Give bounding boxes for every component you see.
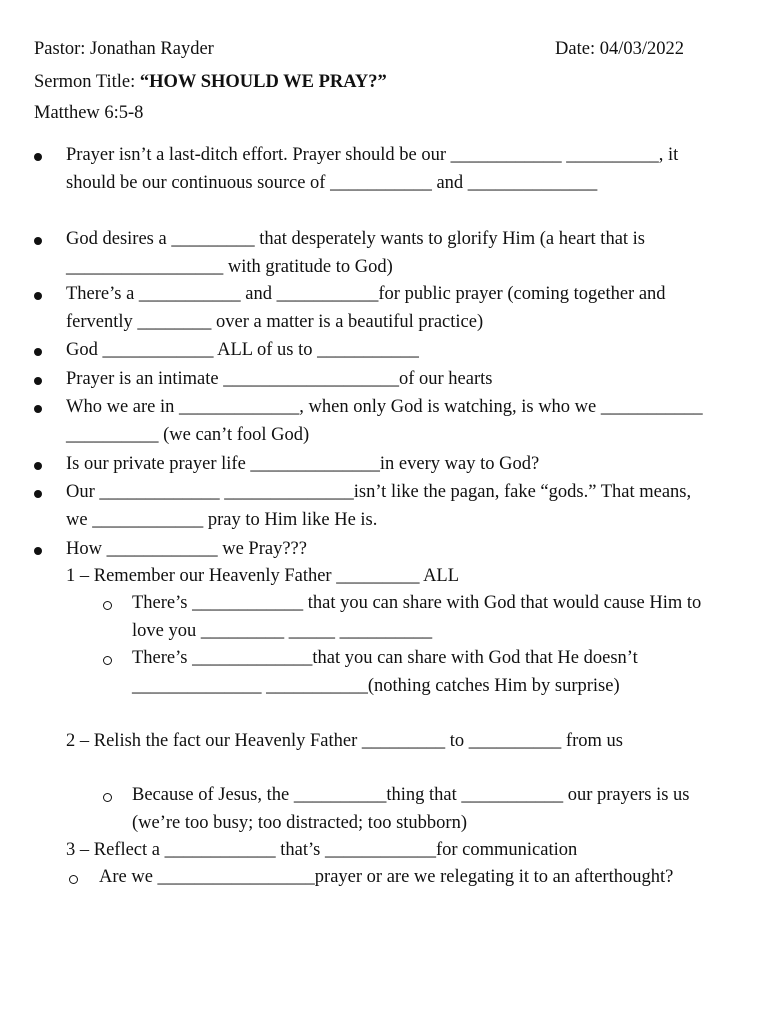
list-item: God ____________ ALL of us to ___________: [66, 340, 419, 360]
scripture-reference: Matthew 6:5-8: [34, 103, 144, 123]
pastor-line: Pastor: Jonathan Rayder: [34, 39, 214, 59]
point-2-sub-1: Because of Jesus, the __________thing that ___________ our prayers is us (we’re too busy; too distracted; too stubborn): [132, 785, 690, 833]
sermon-title: “HOW SHOULD WE PRAY?”: [139, 72, 387, 92]
bullet-icon: [34, 547, 42, 555]
list-item: There’s a ___________ and ___________for public prayer (coming together and fervently ________ over a matter is a beautiful practice): [66, 284, 666, 332]
bullet-icon: [34, 377, 42, 385]
list-item: Prayer is an intimate ___________________of our hearts: [66, 369, 493, 389]
sermon-title-label: Sermon Title:: [34, 72, 140, 92]
list-item: Is our private prayer life ______________in every way to God?: [66, 454, 540, 474]
list-item: Our _____________ ______________isn’t like the pagan, fake “gods.” That means, we ____________ pray to Him like He is.: [66, 482, 692, 530]
point-1: 1 – Remember our Heavenly Father _________ ALL: [66, 566, 460, 586]
bullet-icon: [34, 348, 42, 356]
bullet-icon: [34, 292, 42, 300]
list-item: Prayer isn’t a last-ditch effort. Prayer should be our ____________ __________, it should be our continuous source of ___________ and ______________: [66, 145, 679, 193]
list-item: How ____________ we Pray???: [66, 539, 307, 559]
sub-bullet-icon: [103, 793, 112, 802]
bullet-icon: [34, 462, 42, 470]
point-1-sub-1: There’s ____________ that you can share with God that would cause Him to love you _________ _____ __________: [132, 593, 702, 641]
point-3: 3 – Reflect a ____________ that’s ____________for communication: [66, 840, 578, 860]
sermon-title-line: [34, 72, 387, 93]
point-2: 2 – Relish the fact our Heavenly Father _________ to __________ from us: [66, 731, 623, 751]
bullet-icon: [34, 153, 42, 161]
list-item: God desires a _________ that desperately wants to glorify Him (a heart that is _________________ with gratitude to God): [66, 229, 646, 277]
sub-bullet-icon: [103, 601, 112, 610]
sub-bullet-icon: [69, 875, 78, 884]
bullet-icon: [34, 490, 42, 498]
date-line: Date: 04/03/2022: [555, 39, 684, 59]
list-item: Who we are in _____________, when only God is watching, is who we ___________ __________ (we can’t fool God): [66, 397, 703, 445]
point-1-sub-2: There’s _____________that you can share with God that He doesn’t ______________ ___________(nothing catches Him by surprise): [132, 648, 638, 696]
sub-bullet-icon: [103, 656, 112, 665]
point-3-sub-1: Are we _________________prayer or are we relegating it to an afterthought?: [99, 867, 674, 887]
bullet-icon: [34, 237, 42, 245]
bullet-icon: [34, 405, 42, 413]
